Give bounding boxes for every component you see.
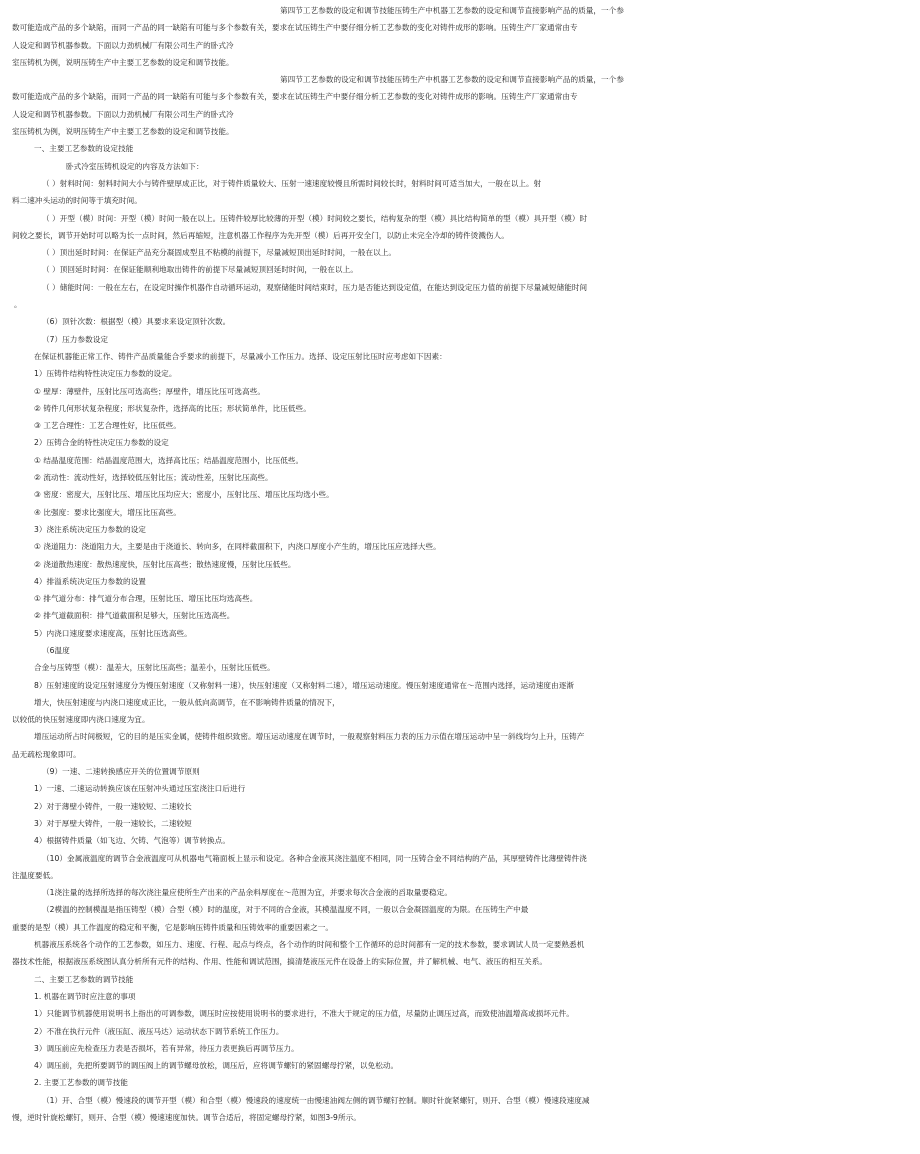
text-line: 第四节工艺参数的设定和调节技能压铸生产中机器工艺参数的设定和调节直接影响产品的质量，一个参 xyxy=(280,75,624,85)
text-line: 1）压铸件结构特性决定压力参数的设定。 xyxy=(34,369,177,379)
text-line: ① 排气道分布：排气道分布合理，压射比压、增压比压均选高些。 xyxy=(34,594,258,604)
text-line: 人设定和调节机器参数。下面以力劲机械厂有限公司生产的卧式冷 xyxy=(12,109,234,119)
text-line: 间较之要长，调节开始时可以略为长一点时间，然后再缩短，注意机器工作程序为先开型（模）后再开安全门，以防止未完全冷却的铸件烫溅伤人。 xyxy=(12,230,509,240)
text-line: ② 排气道截面积：排气道截面积足够大，压射比压选高些。 xyxy=(34,611,235,621)
text-line: ① 浇道阻力：浇道阻力大，主要是由于浇道长、转向多，在同样截面积下，内浇口厚度小产生的，增压比压应选择大些。 xyxy=(34,542,441,552)
text-line: （ ）顶出延时时间：在保证产品充分凝固成型且不粘模的前提下，尽量减短顶出延时时间，一般在以上。 xyxy=(42,248,397,258)
text-line: ② 浇道散热速度：散热速度快，压射比压高些；散热速度慢，压射比压低些。 xyxy=(34,559,296,569)
text-line: 料二速冲头运动的时间等于填充时间。 xyxy=(12,196,142,206)
text-line: （1）开、合型（模）慢速段的调节开型（模）和合型（模）慢速段的速度统一由慢速油阀左侧的调节螺钉控制。顺时针旋紧螺钉，则开、合型（模）慢速段速度减 xyxy=(42,1095,590,1105)
text-line: 4）排溢系统决定压力参数的设置 xyxy=(34,576,146,586)
text-line: 。 xyxy=(14,300,22,310)
text-line: 慢，逆时针旋松螺钉，则开、合型（模）慢速速度加快。调节合适后，将固定螺母拧紧，如图3-9所示。 xyxy=(12,1113,361,1122)
text-line: ① 结晶温度范围：结晶温度范围大，选择高比压；结晶温度范围小，比压低些。 xyxy=(34,455,304,465)
text-line: 二、主要工艺参数的调节技能 xyxy=(34,974,134,984)
text-line: 在保证机器能正常工作、铸件产品质量能合乎要求的前提下，尽量减小工作压力。选择、设定压射比压时应考虑如下因素： xyxy=(34,351,447,361)
text-line: 3）调压前应先检查压力表是否损坏，若有异常，待压力表更换后再调节压力。 xyxy=(34,1043,299,1053)
text-line: 注温度要低。 xyxy=(12,870,58,880)
text-line: （6温度 xyxy=(42,645,70,655)
text-line: 增大，快压射速度与内浇口速度成正比，一般从低向高调节，在不影响铸件质量的情况下， xyxy=(34,697,340,707)
text-line: 3）浇注系统决定压力参数的设定 xyxy=(34,524,146,534)
text-line: （10）金属液温度的调节合金液温度可从机器电气箱面板上显示和设定。各种合金液其浇注温度不相同，同一压铸合金不同结构的产品，其厚壁铸件比薄壁铸件浇 xyxy=(42,853,587,863)
text-line: ① 壁厚：薄壁件，压射比压可选高些；厚壁件，增压比压可选高些。 xyxy=(34,386,265,396)
text-line: ② 流动性：流动性好，选择较低压射比压；流动性差，压射比压高些。 xyxy=(34,473,273,483)
text-line: ④ 比强度：要求比强度大，增压比压高些。 xyxy=(34,507,181,517)
text-line: ② 铸件几何形状复杂程度；形状复杂件，选择高的比压；形状简单件，比压低些。 xyxy=(34,403,311,413)
text-line: 室压铸机为例，说明压铸生产中主要工艺参数的设定和调节技能。 xyxy=(12,127,234,137)
text-line: 数可能造成产品的多个缺陷，而同一产品的同一缺陷有可能与多个参数有关，要求在试压铸生产中要仔细分析工艺参数的变化对铸件成形的影响。压铸生产厂家通常由专 xyxy=(12,92,578,102)
text-line: 8）压射速度的设定压射速度分为慢压射速度（又称射料一速），快压射速度（又称射料二速），增压运动速度。慢压射速度通常在～范围内选择，运动速度由逐渐 xyxy=(34,680,574,690)
text-line: （7）压力参数设定 xyxy=(42,334,109,344)
text-line: （2模温的控制模温是指压铸型（模）合型（模）时的温度，对于不同的合金液，其模温温度不同，一般以合金凝固温度的为限。在压铸生产中最 xyxy=(42,905,529,915)
text-line: 人设定和调节机器参数。下面以力劲机械厂有限公司生产的卧式冷 xyxy=(12,40,234,50)
text-line: 2. 主要工艺参数的调节技能 xyxy=(34,1078,128,1088)
text-line: 5）内浇口速度要求速度高，压射比压选高些。 xyxy=(34,628,192,638)
text-line: 第四节工艺参数的设定和调节技能压铸生产中机器工艺参数的设定和调节直接影响产品的质量，一个参 xyxy=(280,6,624,15)
text-line: 卧式冷室压铸机设定的内容及方法如下： xyxy=(66,161,204,171)
text-line: 4）调压前，先把所要调节的调压阀上的调节螺母放松，调压后，应将调节螺钉的紧固螺母拧紧，以免松动。 xyxy=(34,1061,399,1071)
text-line: 2）对于薄壁小铸件，一般一速较短、二速较长 xyxy=(34,801,192,811)
text-line: （ ）开型（模）时间：开型（模）时间一般在以上。压铸件较厚比较薄的开型（模）时间较之要长，结构复杂的型（模）具比结构简单的型（模）具开型（模）时 xyxy=(42,213,588,223)
text-line: （9）一速、二速转换感应开关的位置调节原则 xyxy=(42,767,200,777)
text-line: （ ）顶回延时时间：在保证能顺利地取出铸件的前提下尽量减短顶回延时时间，一般在以上。 xyxy=(42,265,358,275)
text-line: 一、主要工艺参数的设定技能 xyxy=(34,144,134,154)
text-line: 1. 机器在调节时应注意的事项 xyxy=(34,991,136,1001)
text-line: 1）只能调节机器使用说明书上指出的可调参数，调压时应按使用说明书的要求进行，不准大于规定的压力值，尽量防止调压过高，而致使油温增高或损坏元件。 xyxy=(34,1009,574,1019)
text-line: 3）对于厚壁大铸件，一般一速较长，二速较短 xyxy=(34,818,192,828)
text-line: （ ）储能时间：一般在左右，在设定时操作机器作自动循环运动，观察储能时间结束时，压力是否能达到设定值，在能达到设定压力值的前提下尽量减短储能时间 xyxy=(42,282,588,292)
text-line: ③ 工艺合理性：工艺合理性好，比压低些。 xyxy=(34,421,181,431)
text-line: 品无疏松现象即可。 xyxy=(12,749,81,759)
text-line: 2）压铸合金的特性决定压力参数的设定 xyxy=(34,438,169,448)
text-line: 数可能造成产品的多个缺陷，而同一产品的同一缺陷有可能与多个参数有关，要求在试压铸生产中要仔细分析工艺参数的变化对铸件成形的影响。压铸生产厂家通常由专 xyxy=(12,23,578,33)
text-line: 4）根据铸件质量（如飞边、欠铸、气泡等）调节转换点。 xyxy=(34,836,230,846)
text-line: 增压运动所占时间极短，它的目的是压实金属，使铸件组织致密。增压运动速度在调节时，一般观察射料压力表的压力示值在增压运动中呈一斜线均匀上升，压铸产 xyxy=(34,732,585,742)
text-line: 重要的是型（模）具工作温度的稳定和平衡，它是影响压铸件质量和压铸效率的重要因素之一。 xyxy=(12,922,334,932)
text-line: ③ 密度：密度大，压射比压、增压比压均应大；密度小，压射比压、增压比压均选小些。 xyxy=(34,490,334,500)
text-line: 机器液压系统各个动作的工艺参数，如压力、速度、行程、起点与终点，各个动作的时间和整个工作循环的总时间都有一定的技术参数，要求调试人员一定要熟悉机 xyxy=(34,940,585,950)
text-line: 1）一速、二速运动转换应该在压射冲头通过压室浇注口后进行 xyxy=(34,784,246,794)
text-line: （1浇注量的选择所选择的每次浇注量应使所生产出来的产品余料厚度在～范围为宜，并要求每次合金液的舀取量要稳定。 xyxy=(42,888,452,898)
text-line: （ ）射料时间：射料时间大小与铸件壁厚成正比，对于铸件质量较大、压射一速速度较慢且所需时间较长时，射料时间可适当加大，一般在以上。射 xyxy=(42,178,542,188)
text-line: 合金与压铸型（模）：温差大，压射比压高些；温差小，压射比压低些。 xyxy=(34,663,275,673)
text-line: 2）不准在执行元件（液压缸、液压马达）运动状态下调节系统工作压力。 xyxy=(34,1026,284,1036)
text-line: 以较低的快压射速度即内浇口速度为宜。 xyxy=(12,715,150,725)
text-line: （6）顶针次数：根据型（模）具要求来设定顶针次数。 xyxy=(42,317,231,327)
text-line: 器技术性能，根据液压系统图认真分析所有元件的结构、作用、性能和调试范围，搞清楚液压元件在设备上的实际位置，并了解机械、电气、液压的相互关系。 xyxy=(12,957,548,967)
text-line: 室压铸机为例，说明压铸生产中主要工艺参数的设定和调节技能。 xyxy=(12,57,234,67)
